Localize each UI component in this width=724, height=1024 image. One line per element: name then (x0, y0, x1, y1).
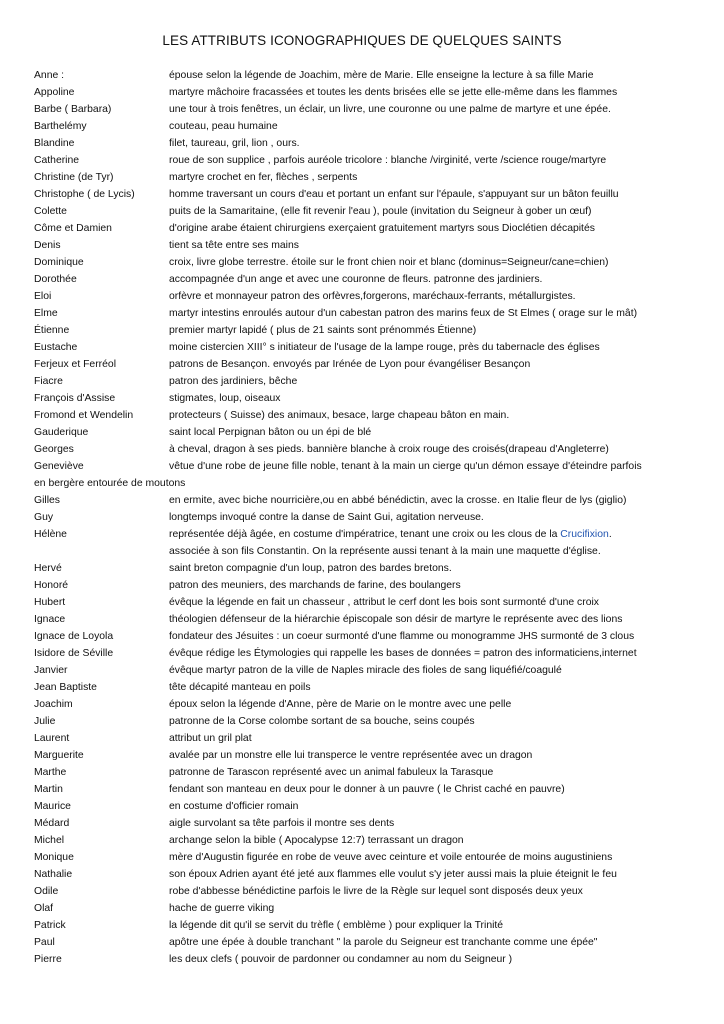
saint-name: Marthe (34, 767, 67, 778)
attributes-text: en ermite, avec biche nourricière,ou en abbé bénédictin, avec la crosse. en Italie fleur de lys (giglio) (169, 495, 627, 506)
attributes-text: couteau, peau humaine (169, 121, 278, 132)
saint-attributes (169, 866, 617, 883)
saint-attributes (169, 645, 637, 662)
attributes-text: roue de son supplice , parfois auréole tricolore : blanche /virginité, verte /science rouge/martyre (169, 155, 607, 166)
saint-entry (34, 798, 694, 815)
saint-name: Olaf (34, 903, 54, 914)
saint-entry (34, 101, 694, 118)
saint-entry (34, 849, 694, 866)
saints-list (34, 67, 694, 968)
saint-entry (34, 322, 694, 339)
attributes-text: filet, taureau, gril, lion , ours. (169, 138, 300, 149)
saint-attributes (169, 220, 595, 237)
saint-attributes (169, 543, 601, 560)
saint-name: Colette (34, 206, 67, 217)
saint-entry (34, 254, 694, 271)
saint-entry (34, 237, 694, 254)
saint-attributes (169, 84, 617, 101)
saint-name: Ignace de Loyola (34, 631, 114, 642)
attributes-text: hache de guerre viking (169, 903, 275, 914)
attributes-text: en costume d'officier romain (169, 801, 299, 812)
saint-name: Dorothée (34, 274, 77, 285)
saint-entry (34, 832, 694, 849)
attributes-tail: . (608, 529, 612, 540)
saint-attributes (169, 390, 280, 407)
saint-attributes (169, 662, 562, 679)
attributes-text: tête décapité manteau en poils (169, 682, 311, 693)
attributes-text: archange selon la bible ( Apocalypse 12:7) terrassant un dragon (169, 835, 464, 846)
saint-entry (34, 900, 694, 917)
saint-entry (34, 424, 694, 441)
attributes-text: apôtre une épée à double tranchant " la parole du Seigneur est tranchante comme une épée" (169, 937, 598, 948)
saint-attributes (169, 339, 600, 356)
attributes-text: martyr intestins enroulés autour d'un cabestan patron des marins feux de St Elmes ( orage sur le mât) (169, 308, 638, 319)
saint-attributes (169, 237, 299, 254)
saint-attributes (169, 492, 626, 509)
saint-name: Gauderique (34, 427, 89, 438)
saint-entry (34, 628, 694, 645)
saint-attributes (169, 781, 565, 798)
saint-name: Fromond et Wendelin (34, 410, 134, 421)
saint-attributes (169, 713, 475, 730)
attributes-text: saint local Perpignan bâton ou un épi de blé (169, 427, 372, 438)
saint-entry (34, 747, 694, 764)
saint-name: Guy (34, 512, 54, 523)
saint-entry (34, 577, 694, 594)
saint-name: Christophe ( de Lycis) (34, 189, 135, 200)
saint-attributes (169, 254, 609, 271)
attributes-text: aigle survolant sa tête parfois il montre ses dents (169, 818, 395, 829)
saint-attributes (169, 373, 297, 390)
saint-entry (34, 288, 694, 305)
attributes-text: orfèvre et monnayeur patron des orfèvres,forgerons, maréchaux-ferrants, métallurgistes. (169, 291, 576, 302)
saint-attributes (169, 798, 298, 815)
saint-name: Ignace (34, 614, 66, 625)
saint-entry (34, 186, 694, 203)
saint-attributes (169, 169, 357, 186)
saint-name: Appoline (34, 87, 75, 98)
saint-attributes (169, 101, 611, 118)
attributes-text: fondateur des Jésuites : un coeur surmonté d'une flamme ou monogramme JHS surmonté de 3 clous (169, 631, 635, 642)
attributes-text: d'origine arabe étaient chirurgiens exerçaient gratuitement martyrs sous Dioclétien décapités (169, 223, 595, 234)
saint-entry (34, 492, 694, 509)
attributes-text: attribut un gril plat (169, 733, 252, 744)
saint-attributes (169, 322, 476, 339)
saint-attributes (169, 917, 503, 934)
saint-attributes (169, 679, 311, 696)
saint-attributes (169, 356, 530, 373)
saint-name: Julie (34, 716, 56, 727)
saint-name: Honoré (34, 580, 69, 591)
saint-entry (34, 730, 694, 747)
saint-name: Denis (34, 240, 61, 251)
saint-attributes (169, 815, 394, 832)
saint-entry (34, 152, 694, 169)
saint-attributes (169, 560, 452, 577)
saint-attributes (169, 849, 612, 866)
saint-name: Geneviève (34, 461, 84, 472)
saint-entry (34, 917, 694, 934)
saint-entry (34, 645, 694, 662)
saint-name: Dominique (34, 257, 84, 268)
saint-name: Étienne (34, 325, 70, 336)
saint-entry (34, 67, 694, 84)
attributes-text: martyre crochet en fer, flèches , serpents (169, 172, 358, 183)
saint-entry (34, 84, 694, 101)
attributes-text: les deux clefs ( pouvoir de pardonner ou condamner au nom du Seigneur ) (169, 954, 513, 965)
attributes-text: associée à son fils Constantin. On la représente aussi tenant à la main une maquette d'église. (169, 546, 601, 557)
saint-attributes (169, 407, 509, 424)
saint-entry (34, 135, 694, 152)
saint-attributes (169, 441, 609, 458)
entry-continuation: en bergère entourée de moutons (34, 478, 186, 489)
saint-entry (34, 696, 694, 713)
attributes-text: mère d'Augustin figurée en robe de veuve avec ceinture et voile entourée de moins augustiniens (169, 852, 613, 863)
saint-entry (34, 883, 694, 900)
saint-attributes (169, 186, 619, 203)
saint-entry (34, 271, 694, 288)
saint-name: Anne : (34, 70, 65, 81)
attributes-text: épouse selon la légende de Joachim, mère de Marie. Elle enseigne la lecture à sa fille Marie (169, 70, 594, 81)
saint-attributes (169, 577, 461, 594)
saint-entry (34, 509, 694, 526)
attributes-text: premier martyr lapidé ( plus de 21 saints sont prénommés Étienne) (169, 325, 477, 336)
saint-name: Gilles (34, 495, 60, 506)
saint-name: Michel (34, 835, 65, 846)
saint-name: Georges (34, 444, 74, 455)
attributes-text: accompagnée d'un ange et avec une couronne de fleurs. patronne des jardiniers. (169, 274, 543, 285)
attributes-text: patronne de Tarascon représenté avec un animal fabuleux la Tarasque (169, 767, 494, 778)
saint-name: Hubert (34, 597, 66, 608)
attributes-text: stigmates, loup, oiseaux (169, 393, 281, 404)
attributes-text: robe d'abbesse bénédictine parfois le livre de la Règle sur lequel sont disposés deux yeux (169, 886, 583, 897)
saint-entry (34, 526, 694, 543)
attributes-text: théologien défenseur de la hiérarchie épiscopale son désir de martyre le représente avec des lions (169, 614, 623, 625)
saint-name: Médard (34, 818, 70, 829)
saint-entry (34, 169, 694, 186)
attributes-text: croix, livre globe terrestre. étoile sur le front chien noir et blanc (dominus=Seigneur/cane=chien) (169, 257, 609, 268)
saint-name: Christine (de Tyr) (34, 172, 114, 183)
saint-name: Eustache (34, 342, 78, 353)
saint-name: Eloi (34, 291, 52, 302)
attributes-text: vêtue d'une robe de jeune fille noble, tenant à la main un cierge qu'un démon essaye d'éteindre parfois (169, 461, 642, 472)
saint-attributes (169, 288, 576, 305)
saint-entry (34, 713, 694, 730)
saint-name: Monique (34, 852, 74, 863)
saint-entry (34, 390, 694, 407)
saint-name: Paul (34, 937, 55, 948)
saint-entry (34, 441, 694, 458)
saint-attributes (169, 934, 598, 951)
attributes-text: époux selon la légende d'Anne, père de Marie on le montre avec une pelle (169, 699, 512, 710)
attributes-text: évêque martyr patron de la ville de Naples miracle des fioles de sang liquéfié/coagulé (169, 665, 562, 676)
saint-attributes (169, 135, 300, 152)
saint-entry (34, 543, 694, 560)
saint-name: Maurice (34, 801, 71, 812)
document-title: LES ATTRIBUTS ICONOGRAPHIQUES DE QUELQUES SAINTS (162, 33, 562, 48)
saint-name: Catherine (34, 155, 80, 166)
saint-attributes (169, 305, 637, 322)
saint-name: François d'Assise (34, 393, 116, 404)
saint-attributes (169, 747, 532, 764)
saint-attributes (169, 203, 591, 220)
saint-name: Patrick (34, 920, 66, 931)
saint-attributes (169, 424, 371, 441)
attributes-text: saint breton compagnie d'un loup, patron des bardes bretons. (169, 563, 452, 574)
attributes-text: évêque rédige les Étymologies qui rappelle les bases de données = patron des informaticiens,internet (169, 648, 637, 659)
attributes-text: martyre mâchoire fracassées et toutes les dents brisées elle se jette elle-même dans les flammes (169, 87, 618, 98)
saint-entry (34, 611, 694, 628)
attributes-text: patronne de la Corse colombe sortant de sa bouche, seins coupés (169, 716, 475, 727)
saint-name: Barbe ( Barbara) (34, 104, 112, 115)
attributes-text: évêque la légende en fait un chasseur , attribut le cerf dont les bois sont surmonté d'une croix (169, 597, 599, 608)
saint-attributes (169, 271, 542, 288)
attributes-text: à cheval, dragon à ses pieds. bannière blanche à croix rouge des croisés(drapeau d'Angleterre) (169, 444, 609, 455)
saint-entry (34, 951, 694, 968)
saint-name: Hervé (34, 563, 62, 574)
saint-name: Laurent (34, 733, 70, 744)
saint-attributes (169, 526, 612, 543)
saint-name: Ferjeux et Ferréol (34, 359, 116, 370)
attributes-text: moine cistercien XIII° s initiateur de l'usage de la lampe rouge, près du tabernacle des églises (169, 342, 600, 353)
saint-name: Jean Baptiste (34, 682, 97, 693)
saint-attributes (169, 764, 493, 781)
saint-attributes (169, 832, 464, 849)
saint-attributes (169, 458, 642, 475)
saint-entry (34, 934, 694, 951)
saint-entry (34, 339, 694, 356)
saint-name: Nathalie (34, 869, 73, 880)
saint-attributes (169, 730, 252, 747)
saint-attributes (169, 951, 512, 968)
saint-entry (34, 305, 694, 322)
crucifixion-link[interactable]: Crucifixion (560, 529, 609, 540)
saint-attributes (169, 696, 511, 713)
saint-name: Odile (34, 886, 59, 897)
saint-attributes (169, 611, 622, 628)
saint-attributes (169, 900, 274, 917)
saint-name: Elme (34, 308, 58, 319)
saint-entry (34, 373, 694, 390)
saint-name: Marguerite (34, 750, 84, 761)
saint-entry (34, 407, 694, 424)
saint-attributes (169, 594, 599, 611)
saint-attributes (169, 509, 484, 526)
saint-entry (34, 458, 694, 475)
saint-entry (34, 203, 694, 220)
saint-entry (34, 118, 694, 135)
attributes-text: la légende dit qu'il se servit du trèfle ( emblème ) pour expliquer la Trinité (169, 920, 504, 931)
attributes-text: représentée déjà âgée, en costume d'impératrice, tenant une croix ou les clous de la (169, 529, 561, 540)
saint-name: Joachim (34, 699, 73, 710)
saint-entry (34, 781, 694, 798)
attributes-text: une tour à trois fenêtres, un éclair, un livre, une couronne ou une palme de martyre et une épée. (169, 104, 611, 115)
saint-name: Martin (34, 784, 63, 795)
saint-entry (34, 764, 694, 781)
saint-name: Janvier (34, 665, 68, 676)
saint-entry (34, 594, 694, 611)
saint-entry (34, 866, 694, 883)
saint-name: Côme et Damien (34, 223, 112, 234)
attributes-text: avalée par un monstre elle lui transperce le ventre représentée avec un dragon (169, 750, 533, 761)
saint-attributes (169, 628, 634, 645)
attributes-text: longtemps invoqué contre la danse de Saint Gui, agitation nerveuse. (169, 512, 484, 523)
attributes-text: puits de la Samaritaine, (elle fit revenir l'eau ), poule (invitation du Seigneur à gober un œuf) (169, 206, 592, 217)
saint-entry (34, 815, 694, 832)
saint-name: Isidore de Séville (34, 648, 114, 659)
saint-entry (34, 356, 694, 373)
saint-name: Fiacre (34, 376, 63, 387)
attributes-text: protecteurs ( Suisse) des animaux, besace, large chapeau bâton en main. (169, 410, 510, 421)
saint-name: Hélène (34, 529, 67, 540)
attributes-text: son époux Adrien ayant été jeté aux flammes elle voulut s'y jeter aussi mais la pluie éteignit le feu (169, 869, 617, 880)
attributes-text: fendant son manteau en deux pour le donner à un pauvre ( le Christ caché en pauvre) (169, 784, 565, 795)
saint-attributes (169, 883, 583, 900)
attributes-text: patron des jardiniers, bêche (169, 376, 298, 387)
attributes-text: patron des meuniers, des marchands de farine, des boulangers (169, 580, 461, 591)
attributes-text: tient sa tête entre ses mains (169, 240, 299, 251)
saint-entry (34, 679, 694, 696)
saint-name: Barthelémy (34, 121, 87, 132)
saint-name: Pierre (34, 954, 62, 965)
saint-entry (34, 220, 694, 237)
saint-attributes (169, 118, 278, 135)
saint-attributes (169, 152, 606, 169)
saint-name: Blandine (34, 138, 75, 149)
saint-attributes (169, 67, 594, 84)
saint-entry (34, 662, 694, 679)
saint-entry (34, 560, 694, 577)
attributes-text: patrons de Besançon. envoyés par Irénée de Lyon pour évangéliser Besançon (169, 359, 531, 370)
attributes-text: homme traversant un cours d'eau et portant un enfant sur l'épaule, s'appuyant sur un bâton feuillu (169, 189, 619, 200)
